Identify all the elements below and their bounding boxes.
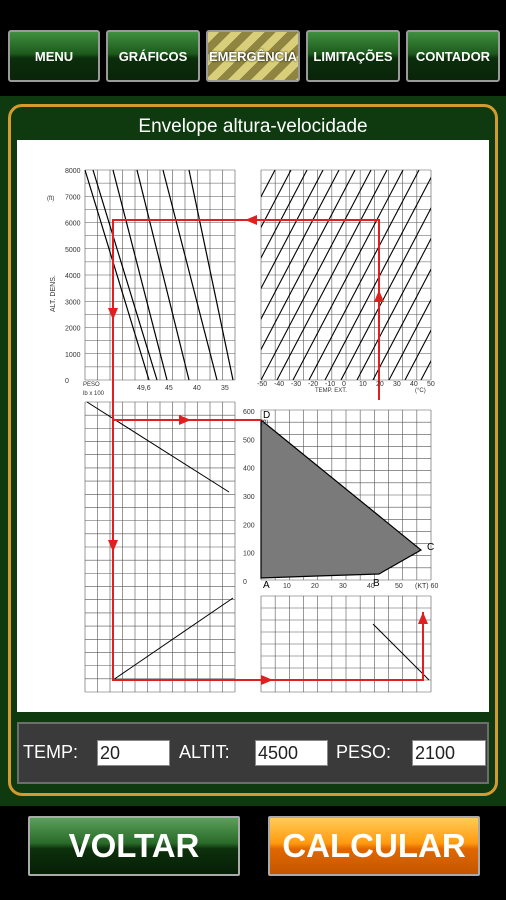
height-velocity-envelope <box>261 420 421 578</box>
temperature-tick: -20 <box>308 381 319 388</box>
temp-label: TEMP: <box>23 742 79 762</box>
height-ticks <box>243 409 255 586</box>
altit-input[interactable] <box>255 740 328 766</box>
temperature-tick: -10 <box>325 381 336 388</box>
altitude-tick: 3000 <box>65 299 81 307</box>
peso-label: PESO: <box>336 742 392 762</box>
voltar-button[interactable]: VOLTAR <box>28 816 240 876</box>
altitude-tick: 2000 <box>65 325 81 333</box>
grid-altitude-weight <box>85 170 235 380</box>
temperature-ticks <box>257 381 435 388</box>
altitude-tick: 1000 <box>65 351 81 359</box>
temperature-tick: -30 <box>291 381 302 388</box>
altitude-axis-label: ALT. DENS. <box>50 275 57 312</box>
speed-tick: 40 <box>367 583 375 590</box>
chart-title: Envelope altura-velocidade <box>138 116 368 137</box>
weight-tick: 49,6 <box>137 385 151 392</box>
lower-left-diagonal-upper <box>87 402 229 492</box>
height-tick: 300 <box>243 494 255 501</box>
nav-graficos-button[interactable]: GRÁFICOS <box>106 30 200 82</box>
altitude-ticks <box>65 168 81 385</box>
weight-ticks <box>137 385 229 392</box>
temperature-line <box>453 170 489 380</box>
point-d-label: D <box>263 410 271 421</box>
speed-ticks <box>283 583 403 590</box>
altitude-tick: 4000 <box>65 273 81 280</box>
point-a-label: A <box>263 580 270 591</box>
point-b-label: B <box>373 578 380 589</box>
grid-lower-left <box>85 402 235 692</box>
speed-tick: 10 <box>283 583 291 590</box>
altitude-tick: 6000 <box>65 220 81 228</box>
height-unit: (ft) <box>261 420 269 426</box>
altitude-tick: 8000 <box>65 168 81 175</box>
nav-limitacoes-button[interactable]: LIMITAÇÕES <box>306 30 400 82</box>
top-navigation <box>0 0 506 100</box>
weight-tick: 40 <box>193 385 201 392</box>
weight-tick: 35 <box>221 385 229 392</box>
height-tick: 200 <box>243 522 255 530</box>
temp-input[interactable] <box>97 740 170 766</box>
nav-emergencia-button[interactable]: EMERGÊNCIA <box>206 30 300 82</box>
temperature-tick: 30 <box>393 381 401 388</box>
nav-contador-button[interactable]: CONTADOR <box>406 30 500 82</box>
height-tick: 100 <box>243 550 255 558</box>
point-c-label: C <box>427 542 435 553</box>
altitude-unit: (ft) <box>47 196 55 202</box>
grid-lower-right <box>261 596 431 692</box>
altitude-tick: 5000 <box>65 246 81 254</box>
speed-axis-end: (KT) 60 <box>415 583 439 590</box>
temperature-label: TEMP. EXT. <box>315 388 347 394</box>
height-tick: 400 <box>243 465 255 473</box>
nav-menu-button[interactable]: MENU <box>8 30 100 82</box>
temperature-tick: -40 <box>274 381 285 388</box>
temperature-tick: 0 <box>342 381 346 388</box>
peso-input[interactable] <box>412 740 486 766</box>
temperature-tick: 10 <box>359 381 367 388</box>
temperature-tick: 50 <box>427 381 435 388</box>
height-tick: 0 <box>243 579 247 586</box>
temperature-tick: 40 <box>410 381 418 388</box>
height-velocity-chart <box>17 140 489 712</box>
calcular-button[interactable]: CALCULAR <box>268 816 480 876</box>
lower-right-diagonal <box>373 624 429 680</box>
height-tick: 600 <box>243 409 255 416</box>
speed-tick: 50 <box>395 583 403 590</box>
weight-label: PESO <box>83 382 100 388</box>
chart-svg <box>17 140 489 712</box>
altit-label: ALTIT: <box>179 742 230 762</box>
altitude-tick: 7000 <box>65 194 81 202</box>
temperature-line <box>437 170 489 380</box>
temperature-tick: 20 <box>376 381 384 388</box>
altitude-tick: 0 <box>65 378 69 385</box>
temperature-unit: (°C) <box>415 388 426 394</box>
weight-tick: 45 <box>165 385 173 392</box>
speed-tick: 30 <box>339 583 347 590</box>
weight-unit: lb x 100 <box>83 391 105 397</box>
temperature-line <box>469 170 489 380</box>
temperature-tick: -50 <box>257 381 268 388</box>
height-tick: 500 <box>243 437 255 445</box>
speed-tick: 20 <box>311 583 319 590</box>
